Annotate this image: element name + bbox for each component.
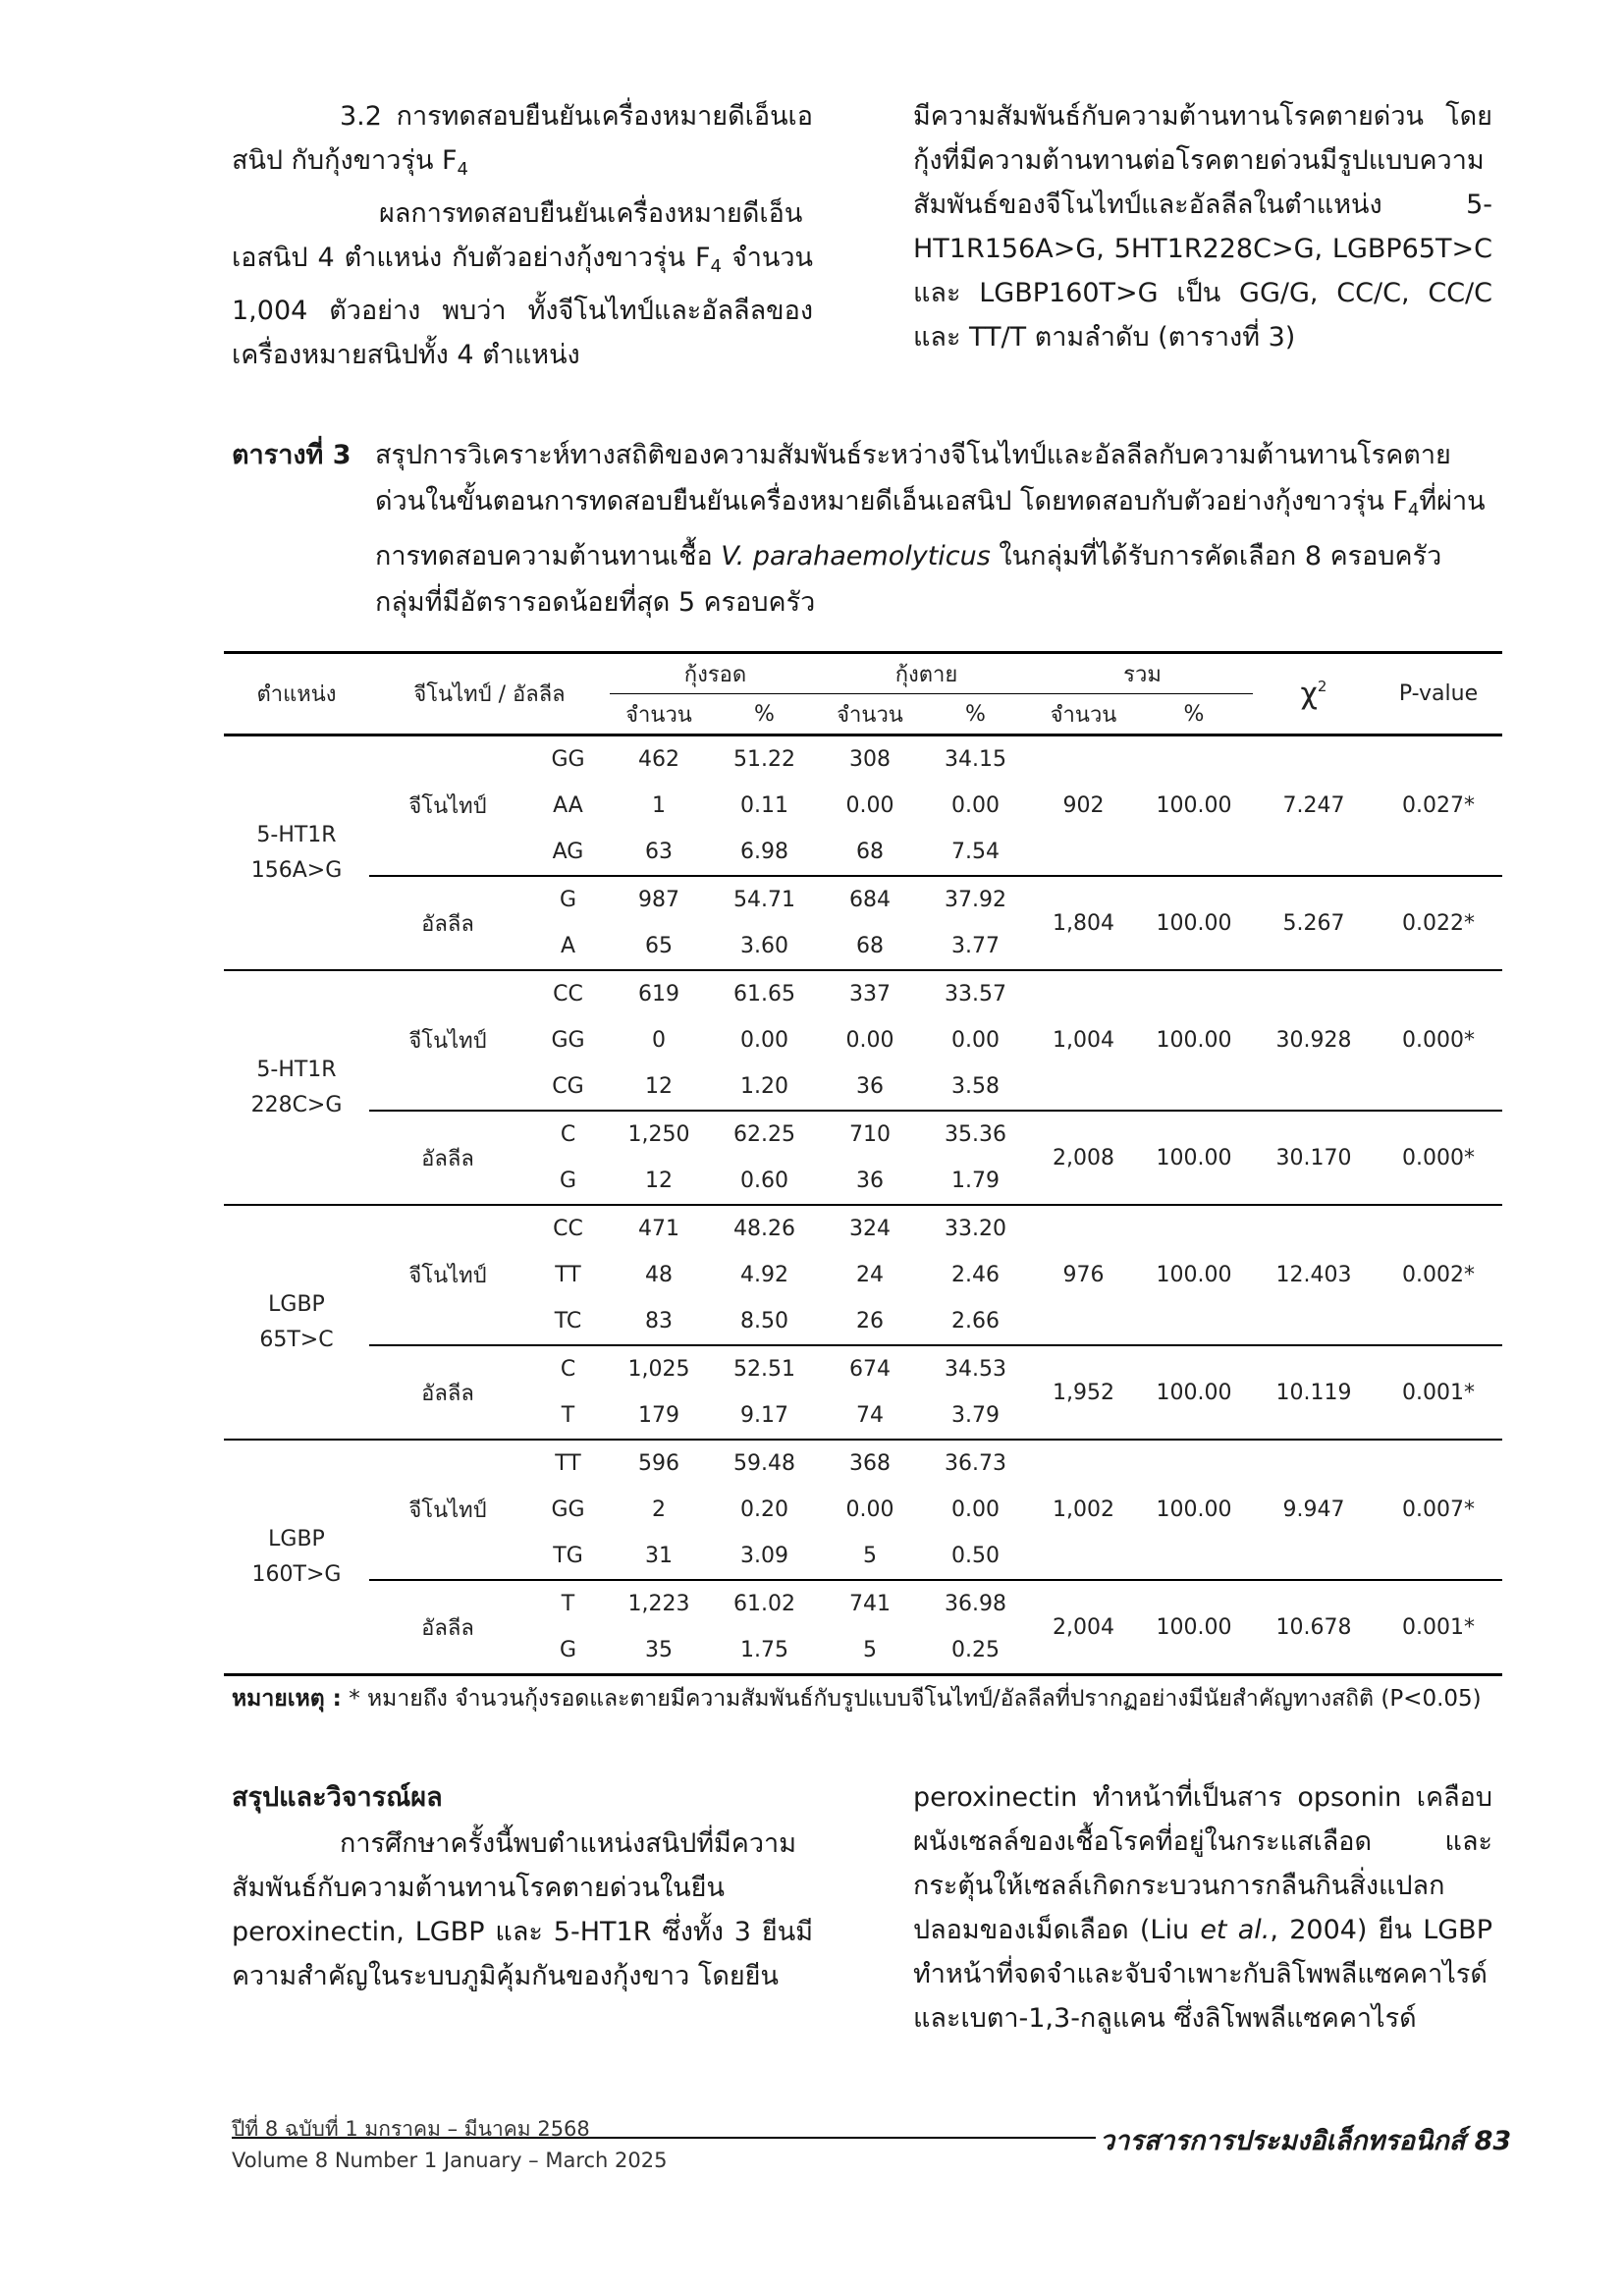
table-cell: 63	[645, 840, 673, 864]
table-cell: 5.267	[1253, 876, 1375, 970]
table-cell: 48.26	[708, 1205, 821, 1252]
table-cell: G	[559, 1638, 577, 1662]
table-cell: 0	[652, 1028, 666, 1053]
table-cell: 179	[638, 1403, 679, 1428]
table-cell: 65	[645, 934, 673, 958]
table-row	[224, 970, 1502, 1017]
table-cell: CC	[526, 1205, 610, 1252]
table-cell: 68	[856, 840, 884, 864]
species-name: V. parahaemolyticus	[721, 541, 991, 572]
table-cell: 674	[821, 1345, 919, 1392]
table-cell: 1,223	[610, 1580, 708, 1627]
table-cell: 26	[856, 1309, 884, 1334]
table-cell: AG	[552, 840, 584, 864]
table-cell: 1.20	[740, 1074, 788, 1099]
table-cell: 61.02	[708, 1580, 821, 1627]
table-cell: 35.36	[919, 1111, 1032, 1158]
conclusion-paragraph: การศึกษาครั้งนี้พบตำแหน่งสนิปที่มีความสัมพันธ์กับความต้านทานโรคตายด่วนในยีน peroxinectin, LGBP และ 5-HT1R ซึ่งทั้ง 3 ยีนมีความสำคัญในระบบภูมิคุ้มกันของกุ้งขาว โดยยีน	[232, 1828, 813, 1991]
intro-left-column	[232, 94, 813, 377]
table-cell: 100.00	[1135, 1345, 1253, 1440]
table-cell: 1,952	[1032, 1345, 1135, 1440]
table-cell: C	[526, 1111, 610, 1158]
table-cell: 324	[821, 1205, 919, 1252]
header-count: จำนวน	[625, 702, 692, 728]
table-cell: 59.48	[708, 1440, 821, 1487]
table-cell: 52.51	[708, 1345, 821, 1392]
intro-paragraph: ผลการทดสอบยืนยันเครื่องหมายดีเอ็นเอสนิป 4 ตำแหน่ง กับตัวอย่างกุ้งขาวรุ่น $F_4$ จำนวน 1,004 ตัวอย่าง พบว่า ทั้งจีโนไทป์และอัลลีลของเครื่องหมายสนิปทั้ง 4 ตำแหน่ง	[232, 198, 814, 370]
table-cell: 2,004	[1032, 1580, 1135, 1675]
table-cell: 36.73	[919, 1440, 1032, 1487]
table-cell: 0.00	[845, 1028, 894, 1053]
table-cell: 2,008	[1032, 1111, 1135, 1205]
table-cell: 74	[856, 1403, 884, 1428]
header-total: รวม	[1032, 653, 1253, 694]
table-cell: 30.170	[1253, 1111, 1375, 1205]
table-row	[224, 1111, 1502, 1158]
table-cell: 1,002	[1032, 1440, 1135, 1580]
table-cell: 100.00	[1135, 876, 1253, 970]
table-cell: 337	[821, 970, 919, 1017]
table-cell: 619	[610, 970, 708, 1017]
table-cell: 8.50	[740, 1309, 788, 1334]
table-cell: 6.98	[740, 840, 788, 864]
table-cell: 35	[645, 1638, 673, 1662]
table-cell: 0.11	[740, 793, 788, 818]
table-cell: 987	[610, 876, 708, 923]
header-dead: กุ้งตาย	[821, 653, 1032, 694]
table-cell: 1.79	[951, 1169, 1000, 1193]
table-cell: 61.65	[708, 970, 821, 1017]
table-cell: 36	[856, 1169, 884, 1193]
table-cell: 0.00	[951, 1497, 1000, 1522]
table-cell: 1	[652, 793, 666, 818]
table-row	[224, 1580, 1502, 1627]
table-cell: 62.25	[708, 1111, 821, 1158]
conclusion-right-paragraph: peroxinectin ทำหน้าที่เป็นสาร opsonin เคลือบผนังเซลล์ของเชื้อโรคที่อยู่ในกระแสเลือด และกระตุ้นให้เซลล์เกิดกระบวนการกลืนกินสิ่งแปลกปลอมของเม็ดเลือด (Liu et al., 2004) ยีน LGBP ทำหน้าที่จดจำและจับจำเพาะกับลิโพพลีแซคคาไรด์และเบตา-1,3-กลูแคน ซึ่งลิโพพลีแซคคาไรด์	[913, 1782, 1492, 2034]
table-cell: A	[560, 934, 576, 958]
table-cell: 3.77	[951, 934, 1000, 958]
locus-name: 5-HT1R 228C>G	[224, 970, 369, 1205]
table-cell: 2.66	[951, 1309, 1000, 1334]
header-survived: กุ้งรอด	[610, 653, 821, 694]
table-cell: 368	[821, 1440, 919, 1487]
table-cell: 30.928	[1253, 970, 1375, 1111]
table-cell: 5	[863, 1638, 877, 1662]
table-cell: 48	[645, 1263, 673, 1287]
table-row	[224, 876, 1502, 923]
table-cell: 0.00	[951, 1028, 1000, 1053]
table-cell: GG	[551, 1028, 585, 1053]
table-cell: 471	[610, 1205, 708, 1252]
locus-name: LGBP 65T>C	[224, 1205, 369, 1440]
table-cell: 33.20	[919, 1205, 1032, 1252]
table-cell: 0.00	[845, 1497, 894, 1522]
table-cell: 1.75	[740, 1638, 788, 1662]
conclusion-heading: สรุปและวิจารณ์ผล	[232, 1782, 443, 1813]
table-cell: 10.119	[1253, 1345, 1375, 1440]
table-cell: 36	[856, 1074, 884, 1099]
table-cell: TT	[526, 1440, 610, 1487]
table-cell: 10.678	[1253, 1580, 1375, 1675]
table-cell: 684	[821, 876, 919, 923]
header-position: ตำแหน่ง	[224, 653, 369, 735]
table-cell: 9.947	[1253, 1440, 1375, 1580]
table-cell: 34.53	[919, 1345, 1032, 1392]
table-cell: GG	[551, 747, 585, 772]
table-cell: 54.71	[708, 876, 821, 923]
footer-journal-page: วารสารการประมงอิเล็กทรอนิกส์ 83	[1100, 2126, 1512, 2156]
table-cell: 0.000*	[1375, 970, 1502, 1111]
table-row	[224, 1205, 1502, 1252]
section-heading: 3.2 การทดสอบยืนยันเครื่องหมายดีเอ็นเอสนิป กับกุ้งขาวรุ่น $F_4$	[232, 101, 813, 180]
allele-label: อัลลีล	[369, 1111, 526, 1205]
table-body	[224, 735, 1502, 1675]
genotype-label: จีโนไทป์	[369, 1440, 526, 1580]
table-cell: 710	[821, 1111, 919, 1158]
allele-label: อัลลีล	[369, 1580, 526, 1675]
table-cell: 976	[1032, 1205, 1135, 1345]
intro-right-column	[913, 94, 1492, 359]
table-cell: T	[561, 1403, 575, 1428]
table-cell: 3.79	[951, 1403, 1000, 1428]
table-cell: 0.000*	[1375, 1111, 1502, 1205]
table-cell: 0.50	[951, 1544, 1000, 1568]
table-cell: C	[526, 1345, 610, 1392]
table-cell: TG	[553, 1544, 583, 1568]
table-cell: 100.00	[1135, 1111, 1253, 1205]
table-cell: 462	[638, 747, 679, 772]
table-cell: 12	[645, 1169, 673, 1193]
locus-name: LGBP 160T>G	[224, 1440, 369, 1675]
table-cell: 596	[610, 1440, 708, 1487]
table-cell: 741	[821, 1580, 919, 1627]
table-cell: 9.17	[740, 1403, 788, 1428]
footer-issue	[232, 2113, 667, 2176]
table-cell: 24	[856, 1263, 884, 1287]
conclusion-left-column	[232, 1775, 813, 1998]
table-cell: 100.00	[1135, 1580, 1253, 1675]
table-cell: 1,004	[1032, 970, 1135, 1111]
table-cell: 100.00	[1156, 793, 1232, 818]
table-cell: 12	[645, 1074, 673, 1099]
table-cell: CG	[552, 1074, 584, 1099]
genotype-label: จีโนไทป์	[369, 970, 526, 1111]
table-cell: 0.00	[951, 793, 1000, 818]
table-cell: 7.54	[951, 840, 1000, 864]
table-cell: 33.57	[919, 970, 1032, 1017]
table-cell: 0.00	[845, 793, 894, 818]
table-cell: 0.001*	[1375, 1345, 1502, 1440]
table-cell: 0.027*	[1402, 793, 1475, 818]
table-cell: 0.002*	[1375, 1205, 1502, 1345]
table-cell: 7.247	[1282, 793, 1345, 818]
table-cell: G	[526, 876, 610, 923]
table-caption	[232, 432, 1498, 626]
table-cell: 2.46	[951, 1263, 1000, 1287]
table-cell: 31	[645, 1544, 673, 1568]
genotype-label: จีโนไทป์	[369, 1205, 526, 1345]
table-cell: 1,025	[610, 1345, 708, 1392]
table-cell: 1,250	[610, 1111, 708, 1158]
table-cell: 3.60	[740, 934, 788, 958]
table-row	[224, 735, 1502, 784]
table-label: ตารางที่ 3	[232, 440, 352, 470]
header-count: จำนวน	[1050, 702, 1117, 728]
table-cell: G	[559, 1169, 577, 1193]
caption-text: สรุปการวิเคราะห์ทางสถิติของความสัมพันธ์ระหว่างจีโนไทป์และอัลลีลกับความต้านทานโรคตายด่วนในขั้นตอนการทดสอบยืนยันเครื่องหมายดีเอ็นเอสนิป โดยทดสอบกับตัวอย่างกุ้งขาวรุ่น $F_4$ที่ผ่านการทดสอบความต้านทานเชื้อ V. parahaemolyticus ในกลุ่มที่ได้รับการคัดเลือก 8 ครอบครัว กลุ่มที่มีอัตรารอดน้อยที่สุด 5 ครอบครัว	[375, 440, 1486, 618]
header-chi-square: $\chi^2$	[1253, 653, 1375, 735]
table-cell: 0.001*	[1375, 1580, 1502, 1675]
table-cell: 0.25	[951, 1638, 1000, 1662]
table-cell: 3.09	[740, 1544, 788, 1568]
footer-issue-en: Volume 8 Number 1 January – March 2025	[232, 2149, 668, 2172]
table-cell: 3.58	[951, 1074, 1000, 1099]
header-type: จีโนไทป์ / อัลลีล	[369, 653, 610, 735]
table-note: หมายเหตุ : * หมายถึง จำนวนกุ้งรอดและตายมีความสัมพันธ์กับรูปแบบจีโนไทป์/อัลลีลที่ปรากฏอย่างมีนัยสำคัญทางสถิติ (P<0.05)	[232, 1686, 1482, 1712]
footer-issue-th: ปีที่ 8 ฉบับที่ 1 มกราคม – มีนาคม 2568	[232, 2117, 590, 2141]
table-cell: AA	[553, 793, 583, 818]
table-cell: 0.00	[740, 1028, 788, 1053]
table-cell: 902	[1062, 793, 1105, 818]
table-cell: T	[526, 1580, 610, 1627]
table-cell: GG	[551, 1497, 585, 1522]
table-cell: TT	[555, 1263, 581, 1287]
table-cell: 51.22	[733, 747, 795, 772]
intro-right-paragraph: มีความสัมพันธ์กับความต้านทานโรคตายด่วน โดยกุ้งที่มีความต้านทานต่อโรคตายด่วนมีรูปแบบความสัมพันธ์ของจีโนไทป์และอัลลีลในตำแหน่ง 5-HT1R156A>G, 5HT1R228C>G, LGBP65T>C และ LGBP160T>G เป็น GG/G, CC/C, CC/C และ TT/T ตามลำดับ (ตารางที่ 3)	[913, 101, 1492, 353]
table-cell: 100.00	[1135, 1440, 1253, 1580]
table-cell: 100.00	[1135, 970, 1253, 1111]
header-pct: %	[965, 701, 986, 727]
table-cell: 308	[849, 747, 891, 772]
allele-label: อัลลีล	[369, 876, 526, 970]
table-cell: 1,804	[1032, 876, 1135, 970]
allele-label: อัลลีล	[369, 1345, 526, 1440]
results-table	[224, 651, 1502, 1676]
table-cell: 12.403	[1253, 1205, 1375, 1345]
table-row	[224, 1345, 1502, 1392]
footer-rule	[232, 2137, 1096, 2139]
table-cell: 0.20	[740, 1497, 788, 1522]
table-cell: 2	[652, 1497, 666, 1522]
table-cell: 5	[863, 1544, 877, 1568]
locus-name: 5-HT1R 156A>G	[250, 822, 343, 883]
header-pct: %	[1183, 701, 1205, 727]
header-pvalue: P-value	[1375, 653, 1502, 735]
table-cell: 68	[856, 934, 884, 958]
table-cell: TC	[554, 1309, 582, 1334]
table-cell: 4.92	[740, 1263, 788, 1287]
table-cell: 100.00	[1135, 1205, 1253, 1345]
table-cell: 83	[645, 1309, 673, 1334]
table-cell: 36.98	[919, 1580, 1032, 1627]
header-count: จำนวน	[837, 702, 903, 728]
table-cell: 34.15	[945, 747, 1006, 772]
table-cell: 37.92	[919, 876, 1032, 923]
table-cell: 0.022*	[1375, 876, 1502, 970]
table-cell: 0.007*	[1375, 1440, 1502, 1580]
table-cell: 0.60	[740, 1169, 788, 1193]
conclusion-right-column	[913, 1775, 1492, 2041]
genotype-label: จีโนไทป์	[408, 794, 487, 819]
table-cell: CC	[526, 970, 610, 1017]
header-pct: %	[754, 701, 775, 727]
table-row	[224, 1440, 1502, 1487]
